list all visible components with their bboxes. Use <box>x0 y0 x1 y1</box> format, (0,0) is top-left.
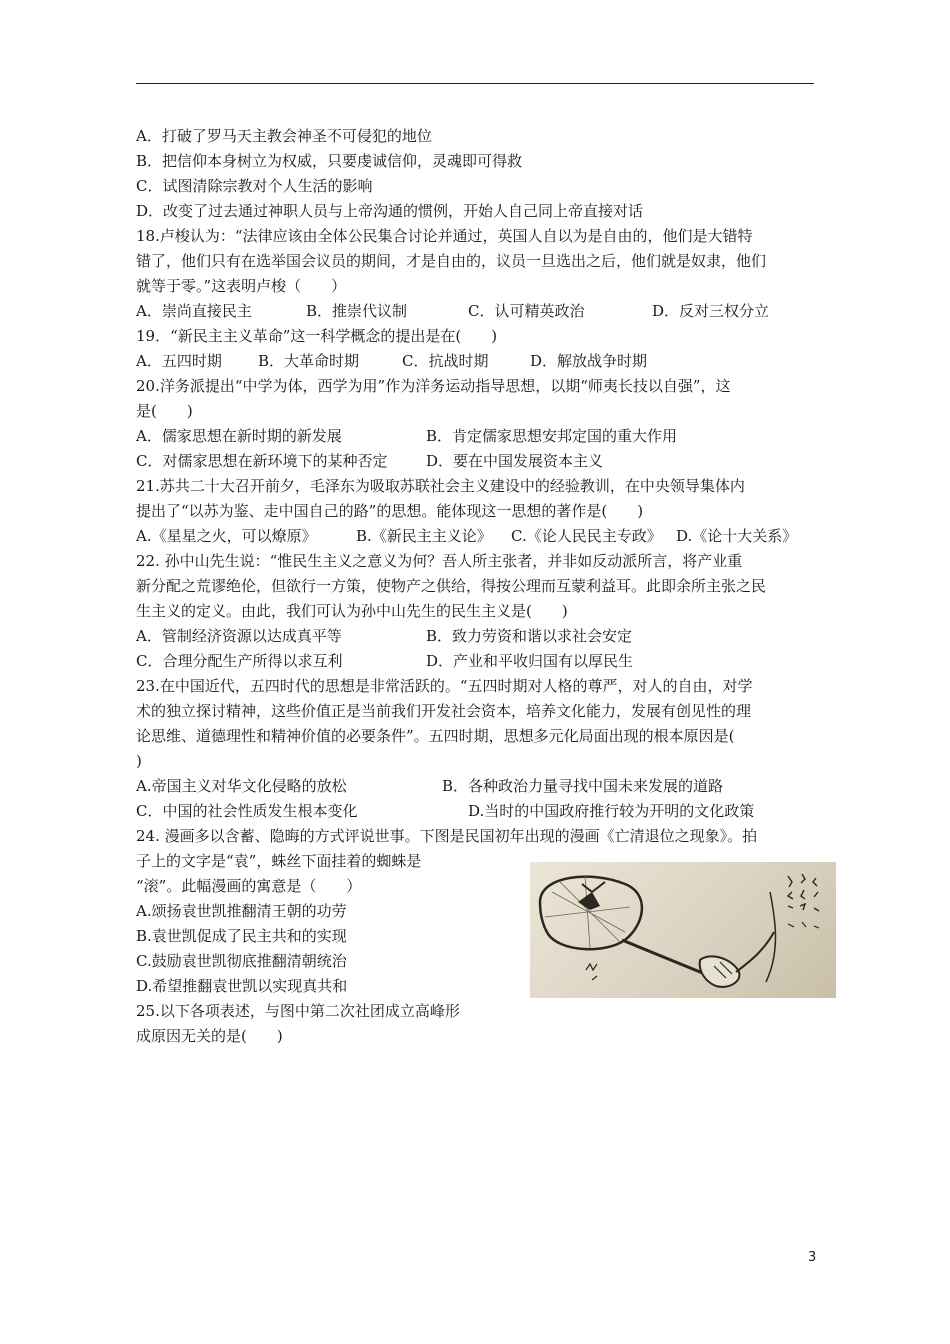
q20-option-a: A．儒家思想在新时期的新发展 <box>136 427 342 445</box>
q17-option-c: C．试图清除宗教对个人生活的影响 <box>136 177 373 195</box>
q23-stem-line3: 论思维、道德理性和精神价值的必要条件”。五四时期，思想多元化局面出现的根本原因是( <box>136 727 735 745</box>
q22-option-d: D．产业和平收归国有以厚民生 <box>426 652 634 670</box>
q20-option-d: D．要在中国发展资本主义 <box>426 452 604 470</box>
q22-stem-line2: 新分配之荒谬绝伦，但欲行一方策，使物产之供给，得按公理而互蒙利益耳。此即余所主张之民 <box>136 577 767 595</box>
q20-option-b: B．肯定儒家思想安邦定国的重大作用 <box>426 427 678 445</box>
q23-stem-line2: 术的独立探讨精神，这些价值正是当前我们开发社会资本，培养文化能力，发展有创见性的理 <box>136 702 752 720</box>
q22-option-a: A．管制经济资源以达成真平等 <box>136 627 342 645</box>
q22-option-b: B．致力劳资和谐以求社会安定 <box>426 627 633 645</box>
q23-option-d: D.当时的中国政府推行较为开明的文化政策 <box>468 802 755 820</box>
q22-options-row1 <box>136 624 816 649</box>
q18-stem-line3: 就等于零。”这表明卢梭（ ） <box>136 277 347 295</box>
q24-option-c: C.鼓励袁世凯彻底推翻清朝统治 <box>136 952 347 970</box>
q24-option-b: B.袁世凯促成了民主共和的实现 <box>136 927 347 945</box>
q18-stem-line2: 错了，他们只有在选举国会议员的期间，才是自由的，议员一旦选出之后，他们就是奴隶，他们 <box>136 252 767 270</box>
q21-options <box>136 524 816 549</box>
q22-options-row2 <box>136 649 816 674</box>
page-number: 3 <box>808 1250 817 1265</box>
q19-options <box>136 349 816 374</box>
q20-options-row2 <box>136 449 816 474</box>
q18-stem-line1: 18.卢梭认为：“法律应该由全体公民集合讨论并通过，英国人自以为是自由的，他们是大错特 <box>136 227 753 245</box>
q18-options <box>136 299 816 324</box>
q22-option-c: C．合理分配生产所得以求互利 <box>136 652 343 670</box>
q23-stem-line4: ) <box>136 752 142 770</box>
q18-option-b: B．推崇代议制 <box>306 302 408 320</box>
q21-option-d: D.《论十大关系》 <box>676 527 798 545</box>
q18-option-d: D．反对三权分立 <box>652 302 770 320</box>
q23-options-row1 <box>136 774 816 799</box>
q19-option-b: B．大革命时期 <box>258 352 360 370</box>
q21-stem-line2: 提出了“以苏为鉴、走中国自己的路”的思想。能体现这一思想的著作是( ) <box>136 502 644 520</box>
q19-option-d: D．解放战争时期 <box>530 352 648 370</box>
q25-stem-line2: 成原因无关的是( ) <box>136 1027 283 1045</box>
q24-stem-line2: 子上的文字是“袁”，蛛丝下面挂着的蜘蛛是 <box>136 852 422 870</box>
q21-option-b: B.《新民主主义论》 <box>356 527 492 545</box>
cartoon-image <box>530 862 836 998</box>
q21-stem-line1: 21.苏共二十大召开前夕，毛泽东为吸取苏联社会主义建设中的经验教训，在中央领导集体内 <box>136 477 745 495</box>
q23-stem-line1: 23.在中国近代，五四时代的思想是非常活跃的。“五四时期对人格的尊严，对人的自由，对学 <box>136 677 753 695</box>
q19-stem: 19．“新民主主义革命”这一科学概念的提出是在( ) <box>136 327 498 345</box>
q23-options-row2 <box>136 799 816 824</box>
q21-option-a: A.《星星之火，可以燎原》 <box>136 527 317 545</box>
q19-option-c: C．抗战时期 <box>402 352 489 370</box>
q17-option-d: D．改变了过去通过神职人员与上帝沟通的惯例，开始人自己同上帝直接对话 <box>136 202 644 220</box>
header-rule <box>136 83 814 84</box>
q23-option-b: B．各种政治力量寻找中国未来发展的道路 <box>442 777 724 795</box>
q24-option-d: D.希望推翻袁世凯以实现真共和 <box>136 977 348 995</box>
q17-option-a: A．打破了罗马天主教会神圣不可侵犯的地位 <box>136 127 432 145</box>
q24-stem-line3: “滚”。此幅漫画的寓意是（ ） <box>136 877 362 895</box>
q25-stem-line1: 25.以下各项表述，与图中第二次社团成立高峰形 <box>136 1002 460 1020</box>
q18-option-c: C．认可精英政治 <box>468 302 585 320</box>
q24-option-a: A.颂扬袁世凯推翻清王朝的功劳 <box>136 902 347 920</box>
q21-option-c: C.《论人民民主专政》 <box>511 527 662 545</box>
q22-stem-line3: 生主义的定义。由此，我们可认为孙中山先生的民生主义是( ) <box>136 602 568 620</box>
q23-option-c: C．中国的社会性质发生根本变化 <box>136 802 358 820</box>
q22-stem-line1: 22. 孙中山先生说：“惟民生主义之意义为何？吾人所主张者，并非如反动派所言，将产业重 <box>136 552 743 570</box>
q20-stem-line1: 20.洋务派提出“中学为体，西学为用”作为洋务运动指导思想，以期“师夷长技以自强”，这 <box>136 377 731 395</box>
q17-option-b: B．把信仰本身树立为权威，只要虔诚信仰，灵魂即可得救 <box>136 152 523 170</box>
q23-option-a: A.帝国主义对华文化侵略的放松 <box>136 777 347 795</box>
q20-options-row1 <box>136 424 816 449</box>
q19-option-a: A．五四时期 <box>136 352 222 370</box>
q20-stem-line2: 是( ) <box>136 402 193 420</box>
q18-option-a: A．崇尚直接民主 <box>136 302 252 320</box>
q20-option-c: C．对儒家思想在新环境下的某种否定 <box>136 452 388 470</box>
cartoon-drawing <box>530 862 836 998</box>
q24-stem-line1: 24. 漫画多以含蓄、隐晦的方式评说世事。下图是民国初年出现的漫画《亡清退位之现象》。拍 <box>136 827 758 845</box>
